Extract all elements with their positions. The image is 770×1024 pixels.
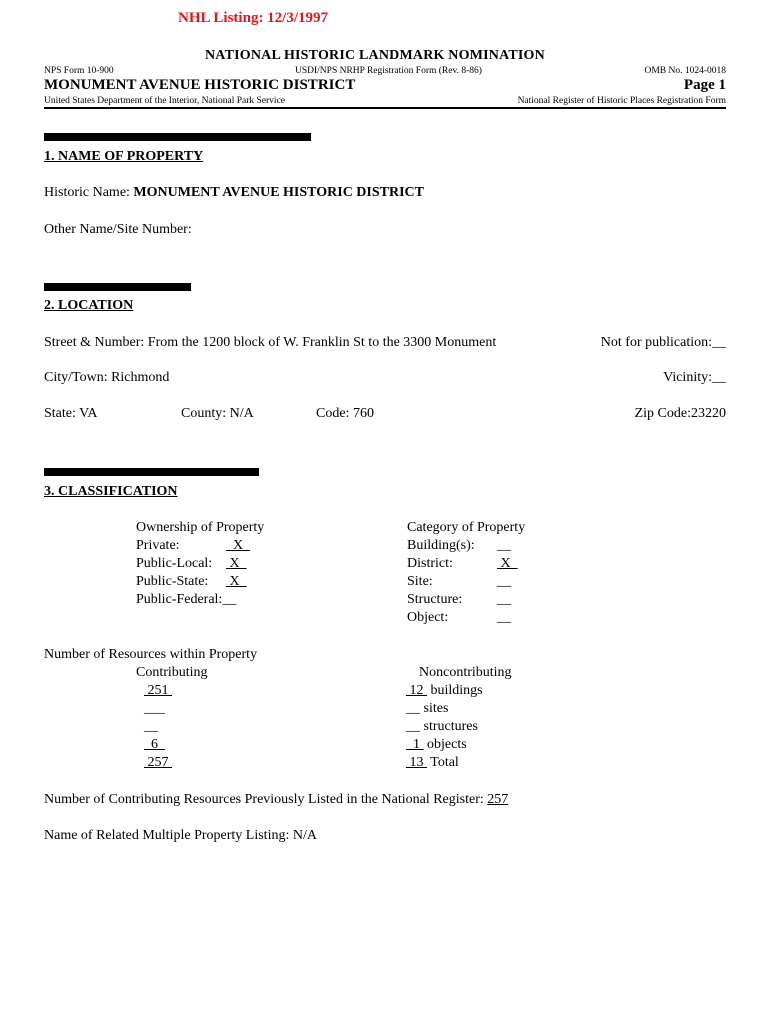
noncontributing-row [406,736,512,754]
not-for-publication: Not for publication:__ [600,335,726,350]
form-title: NATIONAL HISTORIC LANDMARK NOMINATION [205,48,545,63]
ownership-mark: X [226,538,251,553]
ownership-label: Public-Local: [136,556,213,571]
category-label: Object: [407,610,449,625]
noncontributing-label: Total [427,755,459,770]
section-3-heading: 3. CLASSIFICATION [44,484,178,499]
section-1-heading: 1. NAME OF PROPERTY [44,149,204,164]
other-name: Other Name/Site Number: [44,222,192,237]
ownership-row [136,537,264,555]
category-row [407,537,525,555]
noncontributing-count: 13 [406,755,427,770]
register-form: National Register of Historic Places Registration Form [517,96,726,106]
category-block [407,519,525,627]
previously-listed-value: 257 [487,792,509,807]
category-row [407,591,525,609]
ownership-row [136,555,264,573]
noncontributing-count: __ [406,719,420,734]
contributing-value: 251 [144,683,172,698]
noncontributing-count: __ [406,701,420,716]
omb-number: OMB No. 1024-0018 [644,66,726,76]
category-row [407,573,525,591]
ownership-mark: X [226,574,247,589]
district-name: MONUMENT AVENUE HISTORIC DISTRICT [44,77,356,93]
ownership-label: Private: [136,538,180,553]
category-row [407,609,525,627]
ownership-mark: X [226,556,247,571]
section-1-bar [44,133,311,141]
department: United States Department of the Interior, National Park Service [44,96,286,106]
county: County: N/A [181,406,254,421]
zip-code: Zip Code:23220 [634,406,726,421]
ownership-label: Public-State: [136,574,209,589]
category-mark: __ [497,538,511,553]
ownership-label: Public-Federal: [136,592,223,607]
contributing-value: 257 [144,755,172,770]
category-row [407,555,525,573]
noncontributing-label: structures [420,719,478,734]
contributing-value: 6 [144,737,165,752]
form-revision: USDI/NPS NRHP Registration Form (Rev. 8-86) [295,66,482,76]
category-label: Building(s): [407,538,475,553]
contributing-value: ___ [144,701,165,716]
noncontributing-row [406,700,512,718]
noncontributing-label: sites [420,701,449,716]
previously-listed [44,792,508,808]
category-mark: X [497,556,518,571]
contributing-value: __ [144,719,158,734]
section-2-heading: 2. LOCATION [44,298,134,313]
noncontributing-count: 1 [406,737,424,752]
historic-name-value: MONUMENT AVENUE HISTORIC DISTRICT [133,185,424,200]
noncontributing-row [406,754,512,772]
section-3-bar [44,468,259,476]
category-mark: __ [497,574,511,589]
noncontributing-row [406,718,512,736]
historic-name [44,185,424,201]
category-mark: __ [497,592,511,607]
code: Code: 760 [316,406,374,421]
noncontributing-row [406,682,512,700]
ownership-block [136,519,264,609]
section-2-bar [44,283,191,291]
noncontributing-block [406,664,512,772]
vicinity: Vicinity:__ [663,370,726,385]
noncontributing-label: buildings [427,683,483,698]
ownership-row [136,591,264,609]
noncontributing-label: objects [423,737,467,752]
category-label: Structure: [407,592,463,607]
noncontributing-title: Noncontributing [419,665,512,680]
ownership-row [136,573,264,591]
header-rule [44,107,726,109]
category-title: Category of Property [407,520,526,535]
category-label: Site: [407,574,433,589]
contributing-block [136,664,208,772]
state: State: VA [44,406,98,421]
noncontributing-count: 12 [406,683,427,698]
form-number: NPS Form 10-900 [44,66,114,76]
ownership-title: Ownership of Property [136,520,265,535]
ownership-mark: __ [222,592,237,607]
category-label: District: [407,556,453,571]
related-listing: Name of Related Multiple Property Listing: N/A [44,828,317,843]
resources-title: Number of Resources within Property [44,647,258,662]
contributing-title: Contributing [136,665,208,680]
city-town: City/Town: Richmond [44,370,170,385]
historic-name-label: Historic Name: [44,185,134,200]
street-number: Street & Number: From the 1200 block of W. Franklin St to the 3300 Monument [44,335,497,350]
previously-listed-label: Number of Contributing Resources Previously Listed in the National Register: [44,792,488,807]
category-mark: __ [497,610,511,625]
nhl-listing: NHL Listing: 12/3/1997 [178,10,329,26]
page-number: Page 1 [683,77,726,93]
